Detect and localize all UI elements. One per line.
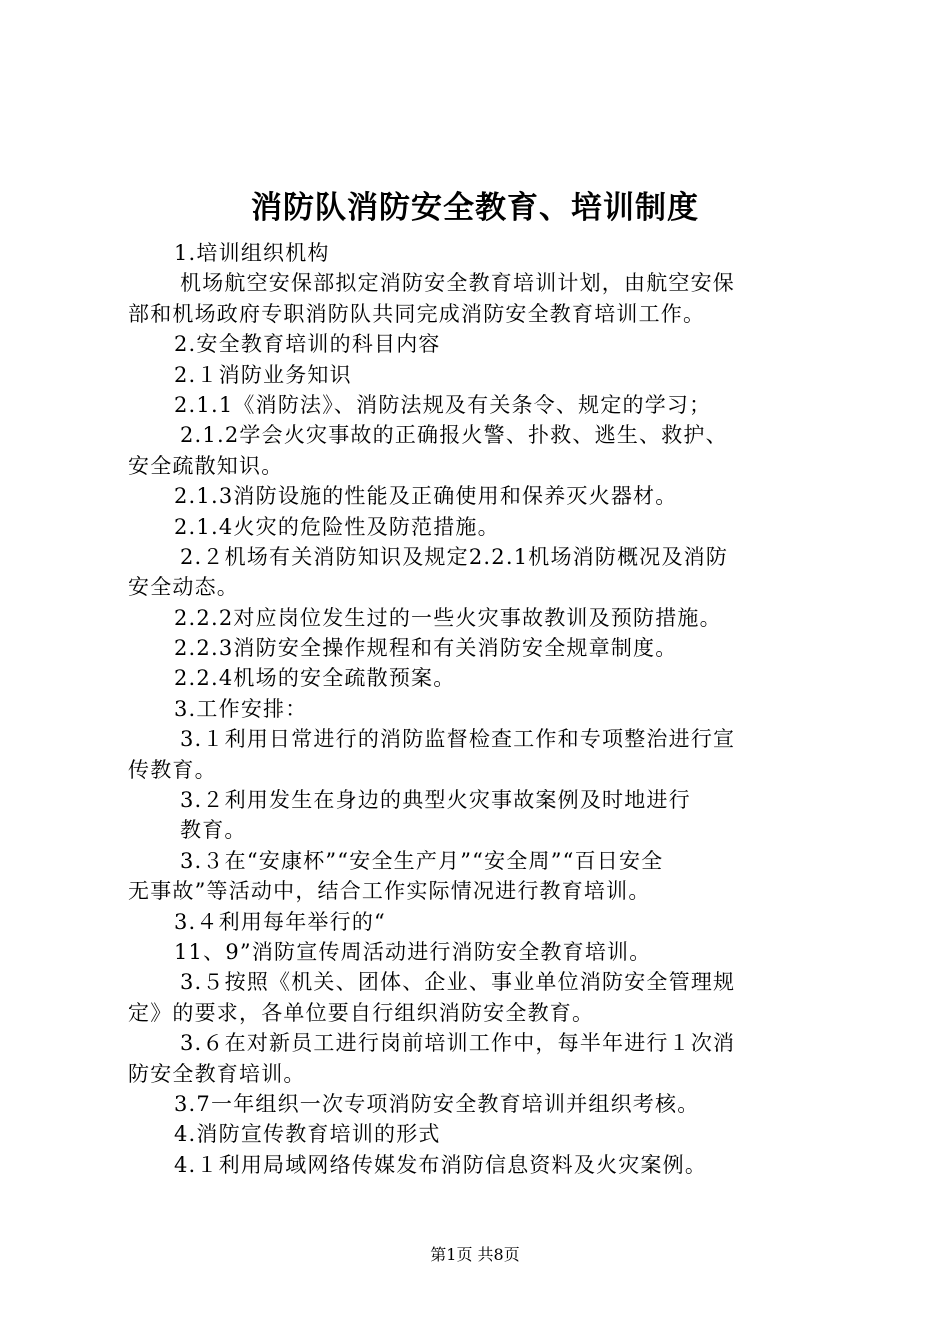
- paragraph-line: 3.１利用日常进行的消防监督检查工作和专项整治进行宣: [180, 727, 736, 752]
- paragraph-line: 无事故”等活动中，结合工作实际情况进行教育培训。: [128, 879, 651, 904]
- paragraph-line: 4.１利用局域网络传媒发布消防信息资料及火灾案例。: [174, 1152, 708, 1177]
- page-number-footer: 第1页 共8页: [430, 1245, 520, 1264]
- paragraph-line: 传教育。: [128, 757, 217, 782]
- paragraph-line: 3.４利用每年举行的“: [174, 909, 386, 934]
- paragraph-line: 2.２机场有关消防知识及规定2.2.1机场消防概况及消防: [180, 544, 729, 569]
- paragraph-line: 安全疏散知识。: [128, 453, 284, 478]
- subsection-heading: 2.１消防业务知识: [174, 362, 352, 387]
- section-heading: 1.培训组织机构: [174, 241, 330, 265]
- document-title: 消防队消防安全教育、培训制度: [251, 190, 699, 226]
- paragraph-line: 部和机场政府专职消防队共同完成消防安全教育培训工作。: [128, 301, 706, 326]
- paragraph-line: 2.1.2学会火灾事故的正确报火警、扑救、逃生、救护、: [180, 423, 728, 448]
- paragraph-line: 安全动态。: [128, 575, 239, 600]
- paragraph-line: 防安全教育培训。: [128, 1061, 306, 1086]
- paragraph-line: 教育。: [180, 818, 247, 843]
- paragraph-line: 3.５按照《机关、团体、企业、事业单位消防安全管理规: [180, 970, 736, 995]
- paragraph-line: 2.2.3消防安全操作规程和有关消防安全规章制度。: [174, 636, 678, 661]
- paragraph-line: 2.1.3消防设施的性能及正确使用和保养灭火器材。: [174, 484, 678, 509]
- paragraph-line: 3.６在对新员工进行岗前培训工作中，每半年进行１次消: [180, 1031, 736, 1056]
- section-heading: 3.工作安排：: [174, 696, 308, 721]
- paragraph-line: 3.３在“安康杯”“安全生产月”“安全周”“百日安全: [180, 848, 664, 873]
- paragraph-line: 2.1.4火灾的危险性及防范措施。: [174, 514, 500, 539]
- paragraph-line: 11、9”消防宣传周活动进行消防安全教育培训。: [174, 939, 652, 964]
- paragraph-line: 机场航空安保部拟定消防安全教育培训计划，由航空安保: [180, 271, 735, 296]
- document-body: [128, 238, 832, 1180]
- paragraph-line: 2.2.2对应岗位发生过的一些火灾事故教训及预防措施。: [174, 605, 722, 630]
- paragraph-line: 3.7一年组织一次专项消防安全教育培训并组织考核。: [174, 1091, 700, 1116]
- paragraph-line: 2.2.4机场的安全疏散预案。: [174, 666, 456, 691]
- paragraph-line: 3.２利用发生在身边的典型火灾事故案例及时地进行: [180, 788, 691, 813]
- paragraph-line: 定》的要求，各单位要自行组织消防安全教育。: [128, 1000, 595, 1025]
- section-heading: 4.消防宣传教育培训的形式: [174, 1122, 441, 1147]
- section-heading: 2.安全教育培训的科目内容: [174, 332, 441, 357]
- paragraph-line: 2.1.1《消防法》、消防法规及有关条令、规定的学习；: [174, 392, 712, 417]
